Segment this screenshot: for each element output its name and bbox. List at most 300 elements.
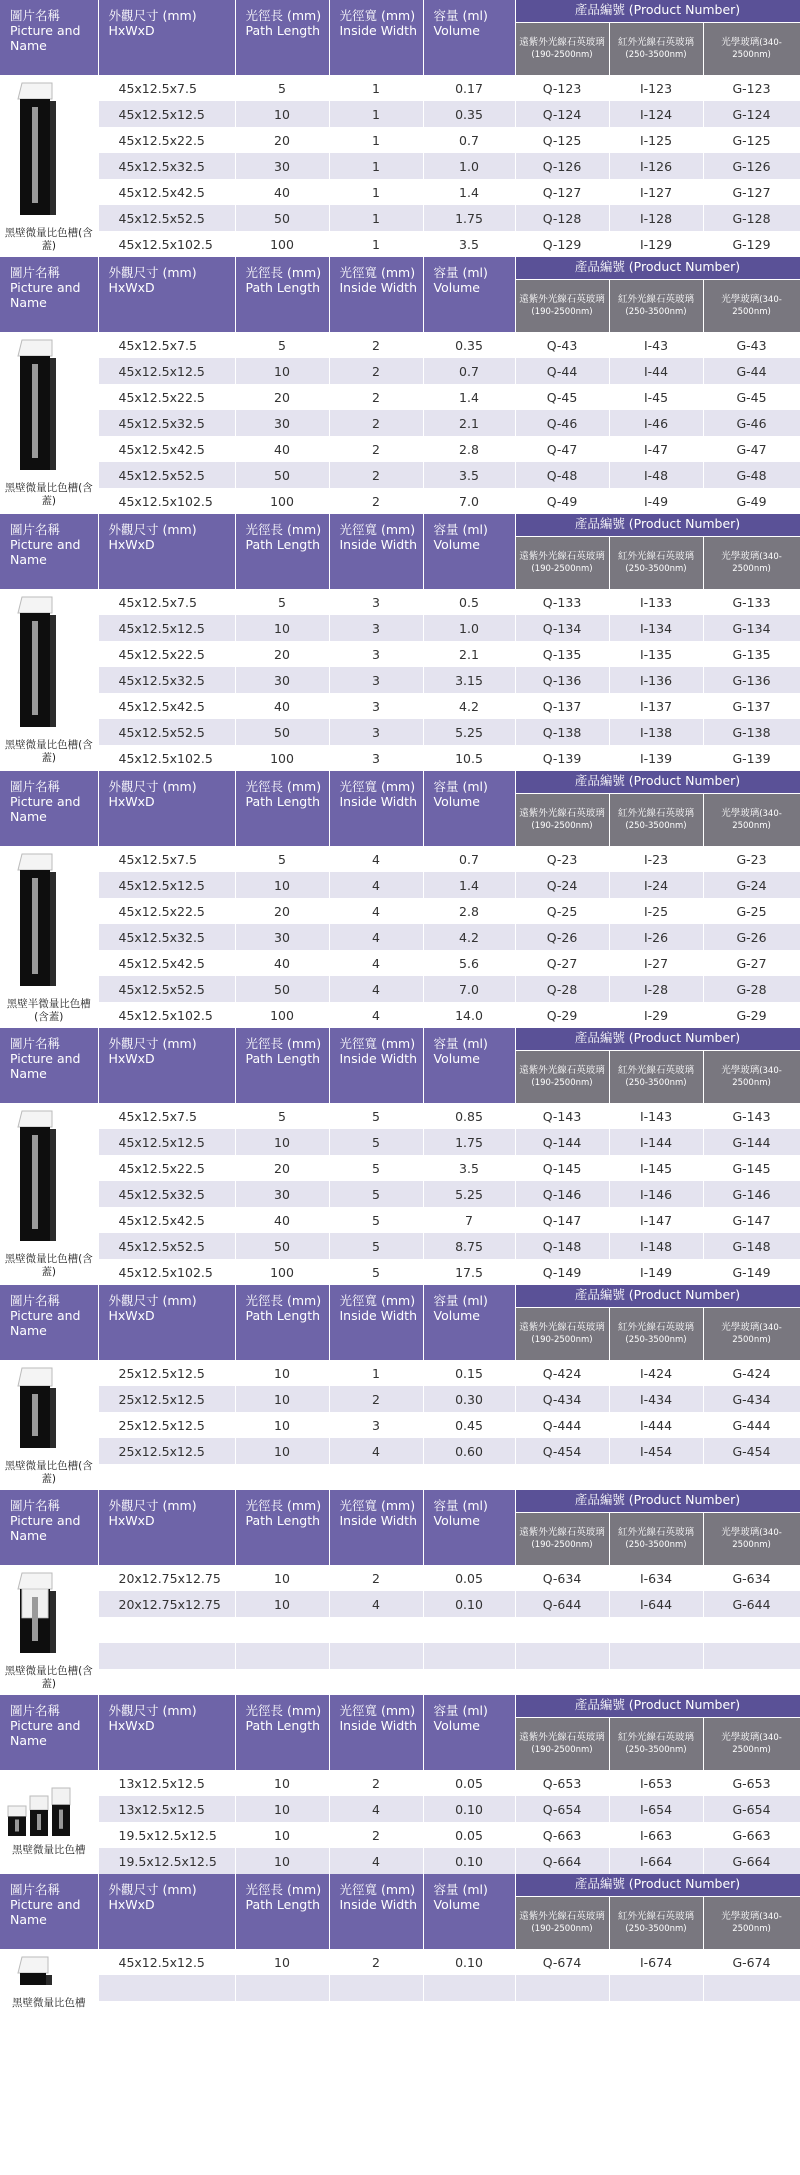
inside-width-cell: 5: [329, 1207, 423, 1233]
header-optical: [703, 1051, 800, 1104]
volume-cell: 0.15: [423, 1360, 515, 1386]
quartz-code-cell: Q-29: [515, 1002, 609, 1028]
infrared-code-cell: I-147: [609, 1207, 703, 1233]
path-length-cell: 5: [235, 332, 329, 358]
header-quartz: [515, 1051, 609, 1104]
inside-width-cell: 2: [329, 410, 423, 436]
header-text: 圖片名稱: [10, 1036, 61, 1051]
inside-width-cell: 2: [329, 462, 423, 488]
optical-code-cell: [703, 2001, 800, 2027]
optical-code-cell: G-25: [703, 898, 800, 924]
header-text: HxWxD: [108, 280, 155, 295]
header-text: Path Length: [245, 1897, 321, 1912]
header-text: 容量 (ml): [433, 8, 488, 23]
header-text: 紅外光線: [617, 808, 656, 819]
header-path-length: [235, 1285, 329, 1360]
inside-width-cell: 1: [329, 75, 423, 101]
optical-code-cell: G-663: [703, 1822, 800, 1848]
quartz-code-cell: Q-48: [515, 462, 609, 488]
table-row: [0, 1796, 800, 1822]
dimension-cell: 20x12.75x12.75: [98, 1591, 235, 1617]
quartz-code-cell: Q-123: [515, 75, 609, 101]
header-text: Name: [10, 1323, 47, 1338]
path-length-cell: 40: [235, 436, 329, 462]
header-text: 光學玻璃: [721, 36, 760, 48]
header-product-number: 產品編號 (Product Number): [515, 257, 800, 280]
path-length-cell: 10: [235, 1949, 329, 1975]
header-text: (340-2500nm): [732, 37, 782, 60]
infrared-code-cell: [609, 1669, 703, 1695]
table-row: [0, 1565, 800, 1591]
header-path-length: [235, 0, 329, 75]
header-text: 光學玻璃: [721, 1526, 760, 1538]
quartz-code-cell: Q-127: [515, 179, 609, 205]
infrared-code-cell: I-123: [609, 75, 703, 101]
header-product-number: 產品編號 (Product Number): [515, 1028, 800, 1051]
header-text: 容量 (ml): [433, 1882, 488, 1897]
header-product-number: 產品編號 (Product Number): [515, 514, 800, 537]
path-length-cell: 50: [235, 976, 329, 1002]
header-text: HxWxD: [108, 1051, 155, 1066]
header-infrared: [609, 1308, 703, 1361]
header-text: Picture and: [10, 794, 81, 809]
volume-cell: 0.17: [423, 75, 515, 101]
header-picture: [0, 257, 98, 332]
header-text: 容量 (ml): [433, 779, 488, 794]
table-row: [0, 1181, 800, 1207]
infrared-code-cell: I-146: [609, 1181, 703, 1207]
volume-cell: 0.35: [423, 332, 515, 358]
volume-cell: 0.7: [423, 358, 515, 384]
header-text: 石英玻璃: [566, 37, 605, 48]
optical-code-cell: G-46: [703, 410, 800, 436]
volume-cell: 0.05: [423, 1822, 515, 1848]
table-row: [0, 153, 800, 179]
header-infrared: [609, 1897, 703, 1950]
product-caption: 黑壁微量比色槽: [12, 1997, 86, 2009]
header-text: Name: [10, 809, 47, 824]
optical-code-cell: [703, 1617, 800, 1643]
table-row: [0, 976, 800, 1002]
header-text: 圖片名稱: [10, 1498, 61, 1513]
volume-cell: 3.5: [423, 462, 515, 488]
dimension-cell: 45x12.5x102.5: [98, 1002, 235, 1028]
quartz-code-cell: Q-143: [515, 1103, 609, 1129]
infrared-code-cell: I-129: [609, 231, 703, 257]
inside-width-cell: 4: [329, 872, 423, 898]
cuvette-image: [6, 593, 76, 733]
infrared-code-cell: I-47: [609, 436, 703, 462]
header-path-length: [235, 1874, 329, 1949]
cuvette-image: [6, 1107, 76, 1247]
header-quartz: [515, 1897, 609, 1950]
header-inside-width: [329, 1874, 423, 1949]
header-text: Volume: [433, 1718, 480, 1733]
inside-width-cell: 4: [329, 950, 423, 976]
inside-width-cell: 3: [329, 1412, 423, 1438]
picture-cell: [0, 1565, 98, 1695]
path-length-cell: 40: [235, 179, 329, 205]
inside-width-cell: 4: [329, 924, 423, 950]
optical-code-cell: G-424: [703, 1360, 800, 1386]
header-text: 外觀尺寸 (mm): [108, 1036, 197, 1051]
infrared-code-cell: [609, 2001, 703, 2027]
quartz-code-cell: Q-47: [515, 436, 609, 462]
inside-width-cell: 4: [329, 898, 423, 924]
header-text: 光學玻璃: [721, 293, 760, 305]
header-inside-width: [329, 1695, 423, 1770]
table-row: [0, 641, 800, 667]
header-text: 石英玻璃: [566, 294, 605, 305]
optical-code-cell: G-146: [703, 1181, 800, 1207]
header-text: 外觀尺寸 (mm): [108, 779, 197, 794]
header-text: 外觀尺寸 (mm): [108, 1293, 197, 1308]
product-table-8: [0, 1695, 800, 1874]
header-inside-width: [329, 514, 423, 589]
header-text: (250-3500nm): [625, 1334, 687, 1345]
optical-code-cell: G-124: [703, 101, 800, 127]
volume-cell: 0.60: [423, 1438, 515, 1464]
header-text: Path Length: [245, 1308, 321, 1323]
path-length-cell: 10: [235, 1412, 329, 1438]
product-table-1: [0, 0, 800, 257]
header-product-number: 產品編號 (Product Number): [515, 1695, 800, 1718]
volume-cell: 2.8: [423, 898, 515, 924]
dimension-cell: 45x12.5x42.5: [98, 436, 235, 462]
inside-width-cell: 2: [329, 1822, 423, 1848]
inside-width-cell: 3: [329, 693, 423, 719]
header-text: Picture and: [10, 1308, 81, 1323]
dimension-cell: 45x12.5x12.5: [98, 615, 235, 641]
optical-code-cell: G-674: [703, 1949, 800, 1975]
volume-cell: 5.25: [423, 1181, 515, 1207]
infrared-code-cell: I-454: [609, 1438, 703, 1464]
header-text: 石英玻璃: [566, 1065, 605, 1076]
header-text: Path Length: [245, 1718, 321, 1733]
header-text: Picture and: [10, 1718, 81, 1733]
header-text: Inside Width: [339, 537, 418, 552]
optical-code-cell: G-149: [703, 1259, 800, 1285]
table-row: [0, 1360, 800, 1386]
header-text: Picture and: [10, 1051, 81, 1066]
header-text: 光徑長 (mm): [245, 1498, 322, 1513]
optical-code-cell: G-444: [703, 1412, 800, 1438]
header-dimension: [98, 771, 235, 846]
quartz-code-cell: Q-137: [515, 693, 609, 719]
optical-code-cell: [703, 1643, 800, 1669]
dimension-cell: [98, 2001, 235, 2027]
inside-width-cell: 5: [329, 1155, 423, 1181]
header-text: (190-2500nm): [531, 1334, 593, 1345]
optical-code-cell: [703, 1464, 800, 1490]
header-text: (190-2500nm): [531, 820, 593, 831]
picture-cell: [0, 332, 98, 514]
table-row: [0, 1002, 800, 1028]
quartz-code-cell: Q-26: [515, 924, 609, 950]
dimension-cell: 25x12.5x12.5: [98, 1386, 235, 1412]
path-length-cell: 10: [235, 1565, 329, 1591]
dimension-cell: 45x12.5x7.5: [98, 589, 235, 615]
header-dimension: [98, 1490, 235, 1565]
header-picture: [0, 0, 98, 75]
quartz-code-cell: Q-43: [515, 332, 609, 358]
volume-cell: 2.1: [423, 641, 515, 667]
volume-cell: 14.0: [423, 1002, 515, 1028]
path-length-cell: 30: [235, 1181, 329, 1207]
dimension-cell: [98, 1464, 235, 1490]
header-text: 光徑寬 (mm): [339, 1498, 416, 1513]
infrared-code-cell: I-148: [609, 1233, 703, 1259]
optical-code-cell: G-43: [703, 332, 800, 358]
quartz-code-cell: Q-654: [515, 1796, 609, 1822]
path-length-cell: 30: [235, 667, 329, 693]
table-row: [0, 127, 800, 153]
header-text: (190-2500nm): [531, 563, 593, 574]
dimension-cell: 20x12.75x12.75: [98, 1565, 235, 1591]
header-text: Volume: [433, 537, 480, 552]
header-text: HxWxD: [108, 1897, 155, 1912]
optical-code-cell: [703, 1975, 800, 2001]
header-picture: [0, 1028, 98, 1103]
optical-code-cell: G-147: [703, 1207, 800, 1233]
volume-cell: [423, 1464, 515, 1490]
header-inside-width: [329, 1285, 423, 1360]
header-text: 光徑長 (mm): [245, 8, 322, 23]
inside-width-cell: 3: [329, 615, 423, 641]
product-table-9: [0, 1874, 800, 2027]
optical-code-cell: G-125: [703, 127, 800, 153]
infrared-code-cell: [609, 1643, 703, 1669]
table-row: [0, 1770, 800, 1796]
inside-width-cell: 2: [329, 1949, 423, 1975]
volume-cell: 1.75: [423, 1129, 515, 1155]
path-length-cell: 5: [235, 589, 329, 615]
dimension-cell: 45x12.5x102.5: [98, 1259, 235, 1285]
header-text: Picture and: [10, 23, 81, 38]
table-row: [0, 1591, 800, 1617]
dimension-cell: 45x12.5x7.5: [98, 1103, 235, 1129]
dimension-cell: 45x12.5x32.5: [98, 1181, 235, 1207]
path-length-cell: 5: [235, 1103, 329, 1129]
header-volume: [423, 1028, 515, 1103]
infrared-code-cell: I-43: [609, 332, 703, 358]
header-text: Volume: [433, 794, 480, 809]
header-text: Path Length: [245, 1051, 321, 1066]
dimension-cell: 45x12.5x32.5: [98, 667, 235, 693]
infrared-code-cell: I-139: [609, 745, 703, 771]
optical-code-cell: G-26: [703, 924, 800, 950]
volume-cell: [423, 1617, 515, 1643]
path-length-cell: 100: [235, 231, 329, 257]
dimension-cell: 45x12.5x22.5: [98, 898, 235, 924]
header-text: Picture and: [10, 280, 81, 295]
cuvette-image: [6, 850, 76, 992]
header-text: 石英玻璃: [656, 294, 695, 305]
header-quartz: [515, 1308, 609, 1361]
dimension-cell: 45x12.5x42.5: [98, 693, 235, 719]
header-inside-width: [329, 257, 423, 332]
header-text: (340-2500nm): [732, 551, 782, 574]
path-length-cell: 100: [235, 488, 329, 514]
product-caption: 黑壁微量比色槽(含蓋): [4, 1665, 93, 1690]
header-text: (250-3500nm): [625, 1923, 687, 1934]
header-infrared: [609, 23, 703, 76]
header-text: (340-2500nm): [732, 1527, 782, 1550]
quartz-code-cell: Q-139: [515, 745, 609, 771]
header-quartz: [515, 537, 609, 590]
header-text: 紅外光線: [617, 1911, 656, 1922]
inside-width-cell: 5: [329, 1129, 423, 1155]
table-row: [0, 615, 800, 641]
header-optical: [703, 23, 800, 76]
header-text: Name: [10, 295, 47, 310]
product-table-4: [0, 771, 800, 1028]
header-text: (190-2500nm): [531, 1923, 593, 1934]
infrared-code-cell: I-674: [609, 1949, 703, 1975]
volume-cell: 2.1: [423, 410, 515, 436]
path-length-cell: 40: [235, 1207, 329, 1233]
inside-width-cell: 1: [329, 179, 423, 205]
infrared-code-cell: I-127: [609, 179, 703, 205]
dimension-cell: 45x12.5x12.5: [98, 1129, 235, 1155]
header-text: Path Length: [245, 794, 321, 809]
infrared-code-cell: I-28: [609, 976, 703, 1002]
dimension-cell: [98, 1669, 235, 1695]
quartz-code-cell: Q-27: [515, 950, 609, 976]
infrared-code-cell: I-44: [609, 358, 703, 384]
header-text: (190-2500nm): [531, 1744, 593, 1755]
header-dimension: [98, 1695, 235, 1770]
optical-code-cell: G-134: [703, 615, 800, 641]
optical-code-cell: G-48: [703, 462, 800, 488]
picture-cell: [0, 589, 98, 771]
product-table-7: [0, 1490, 800, 1695]
header-infrared: [609, 1513, 703, 1566]
product-caption: 黑壁微量比色槽(含蓋): [4, 1253, 93, 1278]
path-length-cell: 10: [235, 101, 329, 127]
dimension-cell: 45x12.5x22.5: [98, 384, 235, 410]
infrared-code-cell: I-138: [609, 719, 703, 745]
header-text: 外觀尺寸 (mm): [108, 265, 197, 280]
header-text: 光學玻璃: [721, 1321, 760, 1333]
inside-width-cell: 1: [329, 101, 423, 127]
volume-cell: 7.0: [423, 976, 515, 1002]
infrared-code-cell: I-137: [609, 693, 703, 719]
table-row: [0, 719, 800, 745]
quartz-code-cell: Q-133: [515, 589, 609, 615]
optical-code-cell: G-23: [703, 846, 800, 872]
header-text: Inside Width: [339, 1051, 418, 1066]
optical-code-cell: G-144: [703, 1129, 800, 1155]
inside-width-cell: 3: [329, 589, 423, 615]
quartz-code-cell: Q-28: [515, 976, 609, 1002]
header-text: (250-3500nm): [625, 1744, 687, 1755]
infrared-code-cell: I-26: [609, 924, 703, 950]
header-text: 遠紫外光線: [519, 1527, 567, 1538]
quartz-code-cell: Q-138: [515, 719, 609, 745]
header-infrared: [609, 1051, 703, 1104]
path-length-cell: 40: [235, 693, 329, 719]
header-text: 圖片名稱: [10, 8, 61, 23]
table-row: [0, 1822, 800, 1848]
path-length-cell: [235, 1643, 329, 1669]
header-text: Inside Width: [339, 794, 418, 809]
header-text: 紅外光線: [617, 1065, 656, 1076]
header-text: 石英玻璃: [656, 1527, 695, 1538]
header-optical: [703, 1513, 800, 1566]
header-volume: [423, 1490, 515, 1565]
dimension-cell: 45x12.5x42.5: [98, 950, 235, 976]
table-row: [0, 1669, 800, 1695]
optical-code-cell: [703, 1669, 800, 1695]
header-dimension: [98, 0, 235, 75]
volume-cell: 1.4: [423, 384, 515, 410]
header-picture: [0, 1874, 98, 1949]
path-length-cell: 100: [235, 745, 329, 771]
header-text: 圖片名稱: [10, 522, 61, 537]
header-text: (340-2500nm): [732, 1322, 782, 1345]
header-text: (250-3500nm): [625, 1539, 687, 1550]
header-dimension: [98, 1285, 235, 1360]
path-length-cell: [235, 1669, 329, 1695]
dimension-cell: 45x12.5x22.5: [98, 641, 235, 667]
infrared-code-cell: I-143: [609, 1103, 703, 1129]
quartz-code-cell: Q-147: [515, 1207, 609, 1233]
table-row: [0, 589, 800, 615]
volume-cell: 0.35: [423, 101, 515, 127]
header-text: 光徑寬 (mm): [339, 522, 416, 537]
header-optical: [703, 280, 800, 333]
header-text: 圖片名稱: [10, 1882, 61, 1897]
header-text: 光徑寬 (mm): [339, 265, 416, 280]
inside-width-cell: 2: [329, 384, 423, 410]
inside-width-cell: [329, 1669, 423, 1695]
optical-code-cell: G-138: [703, 719, 800, 745]
dimension-cell: 45x12.5x52.5: [98, 719, 235, 745]
header-dimension: [98, 257, 235, 332]
inside-width-cell: [329, 1617, 423, 1643]
quartz-code-cell: [515, 1617, 609, 1643]
infrared-code-cell: I-48: [609, 462, 703, 488]
header-text: 光學玻璃: [721, 1910, 760, 1922]
product-caption: 黑壁微量比色槽(含蓋): [4, 739, 93, 764]
table-row: [0, 693, 800, 719]
volume-cell: 1.0: [423, 615, 515, 641]
header-path-length: [235, 514, 329, 589]
path-length-cell: 5: [235, 846, 329, 872]
quartz-code-cell: Q-49: [515, 488, 609, 514]
infrared-code-cell: I-24: [609, 872, 703, 898]
dimension-cell: 19.5x12.5x12.5: [98, 1848, 235, 1874]
header-text: Volume: [433, 280, 480, 295]
header-text: Name: [10, 1066, 47, 1081]
table-row: [0, 846, 800, 872]
table-row: [0, 410, 800, 436]
table-row: [0, 1975, 800, 2001]
infrared-code-cell: I-29: [609, 1002, 703, 1028]
header-text: 石英玻璃: [656, 808, 695, 819]
dimension-cell: [98, 1975, 235, 2001]
header-quartz: [515, 280, 609, 333]
dimension-cell: 25x12.5x12.5: [98, 1360, 235, 1386]
header-picture: [0, 1490, 98, 1565]
header-inside-width: [329, 1490, 423, 1565]
inside-width-cell: 2: [329, 436, 423, 462]
header-text: 圖片名稱: [10, 1703, 61, 1718]
infrared-code-cell: I-27: [609, 950, 703, 976]
header-text: 石英玻璃: [566, 1527, 605, 1538]
header-text: 光徑長 (mm): [245, 779, 322, 794]
